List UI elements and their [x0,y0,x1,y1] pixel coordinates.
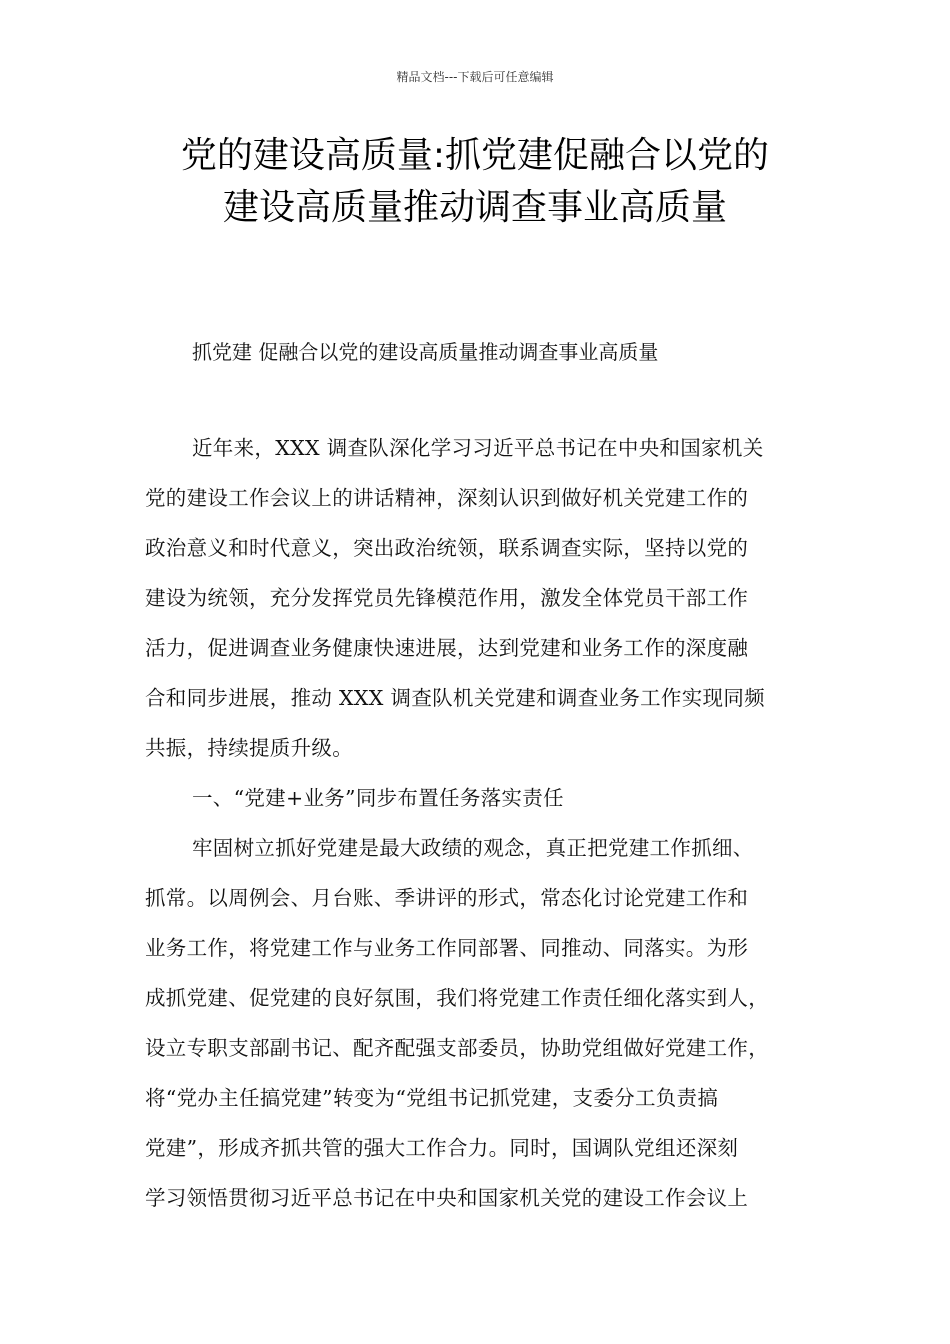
document-body [145,430,825,1230]
paragraph-line: 将“党办主任搞党建”转变为“党组书记抓党建，支委分工负责搞 [145,1086,719,1110]
paragraph-line: 合和同步进展，推动 XXX 调查队机关党建和调查业务工作实现同频 [145,686,765,710]
paragraph-line: 业务工作，将党建工作与业务工作同部署、同推动、同落实。为形 [145,936,749,960]
title-line-2: 建设高质量推动调查事业高质量 [222,187,727,228]
page-header: 精品文档---下载后可任意编辑 [396,70,554,84]
paragraph-line: 党的建设工作会议上的讲话精神，深刻认识到做好机关党建工作的 [145,486,749,510]
paragraph-line: 共振，持续提质升级。 [145,736,353,760]
paragraph-line: 抓常。以周例会、月台账、季讲评的形式，常态化讨论党建工作和 [145,886,749,910]
paragraph-line: 近年来，XXX 调查队深化学习习近平总书记在中央和国家机关 [192,436,764,460]
paragraph-line: 党建”，形成齐抓共管的强大工作合力。同时，国调队党组还深刻 [145,1136,739,1160]
paragraph-line: 设立专职支部副书记、配齐配强支部委员，协助党组做好党建工作， [145,1036,769,1060]
paragraph-line: 牢固树立抓好党建是最大政绩的观念，真正把党建工作抓细、 [192,836,754,860]
paragraph-line: 成抓党建、促党建的良好氛围，我们将党建工作责任细化落实到人， [145,986,769,1010]
document-title [60,130,890,234]
paragraph-line: 建设为统领，充分发挥党员先锋模范作用，激发全体党员干部工作 [145,586,749,610]
paragraph-line: 活力，促进调查业务健康快速进展，达到党建和业务工作的深度融 [145,636,749,660]
section-heading: 一、“党建+业务”同步布置任务落实责任 [192,786,564,810]
paragraph-line: 学习领悟贯彻习近平总书记在中央和国家机关党的建设工作会议上 [145,1186,749,1210]
paragraph-line: 政治意义和时代意义，突出政治统领，联系调查实际，坚持以党的 [145,536,749,560]
document-subtitle: 抓党建 促融合以党的建设高质量推动调查事业高质量 [192,340,659,364]
title-line-1: 党的建设高质量:抓党建促融合以党的 [180,135,770,176]
